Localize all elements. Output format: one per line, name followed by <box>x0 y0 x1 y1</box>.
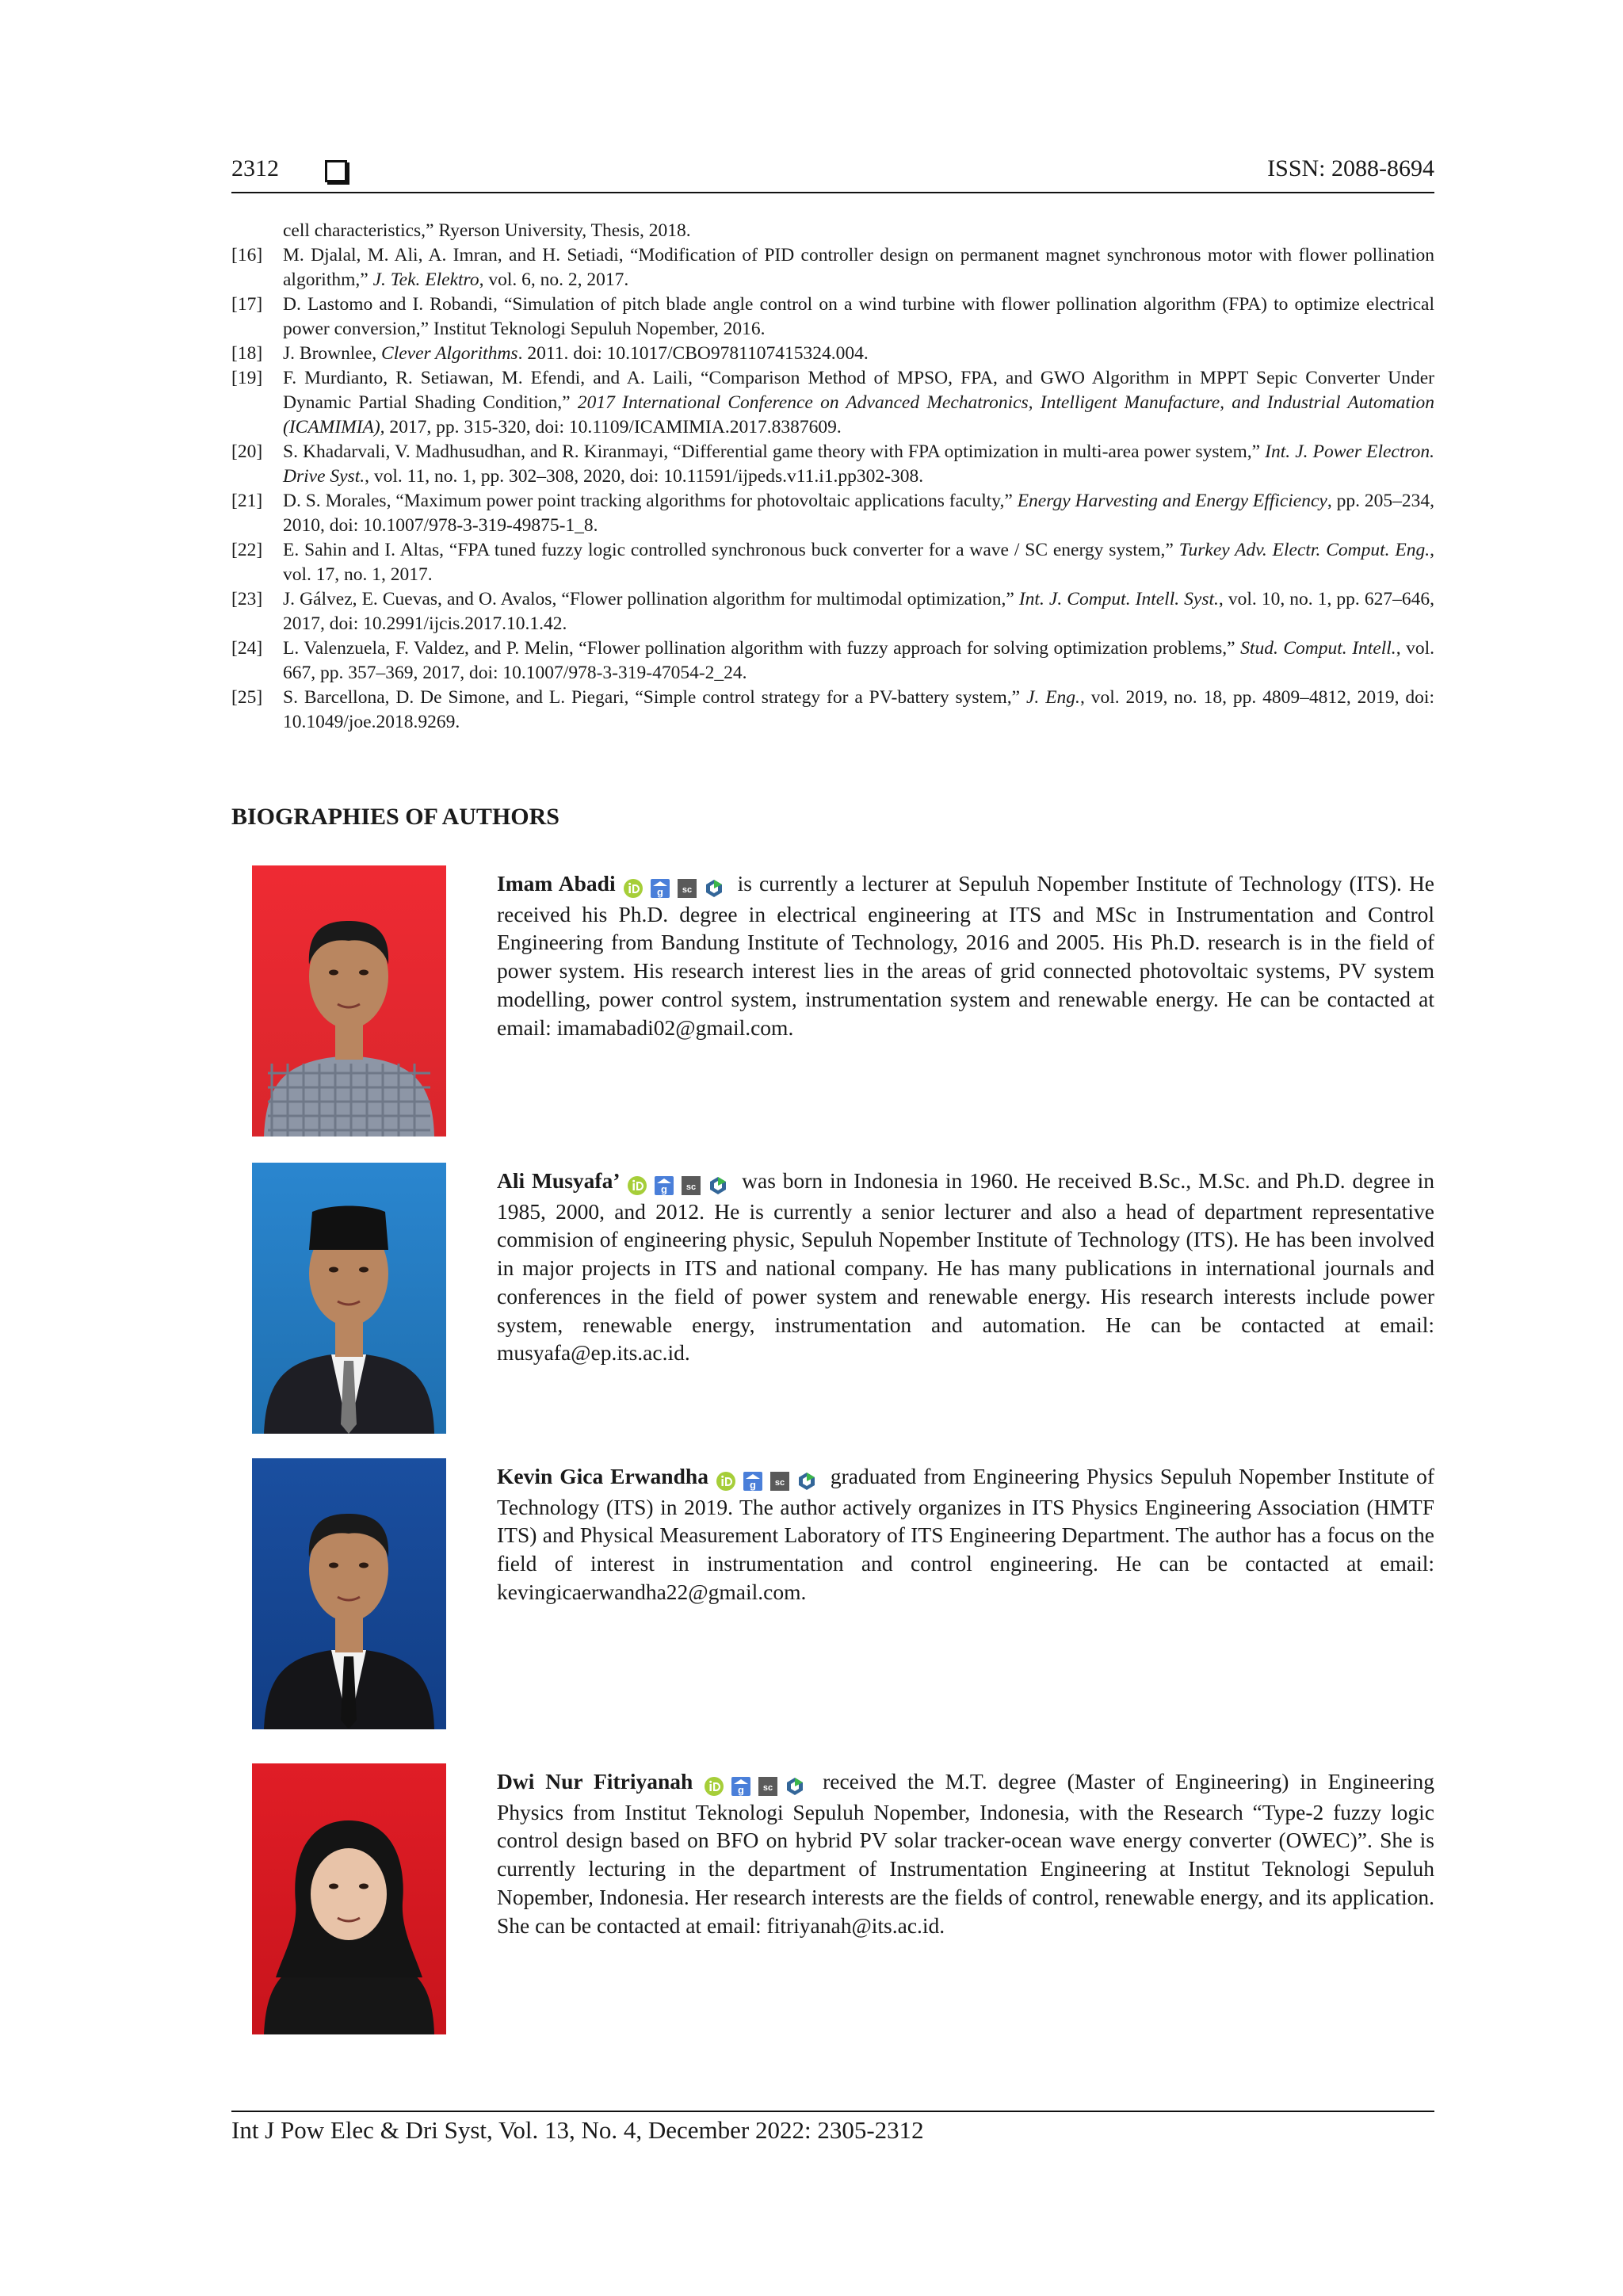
author-photo <box>252 865 446 1137</box>
reference-venue: 2017 International Conference on Advanced Mechatronics, Intelligent Manufacture, and Industrial Automation (ICAMIMIA), <box>283 392 1434 437</box>
google-scholar-icon[interactable] <box>743 1471 763 1492</box>
google-scholar-icon[interactable] <box>731 1776 751 1797</box>
reference-item <box>231 243 1434 292</box>
reference-text: , vol. 10, no. 1, pp. 627–646, 2017, doi: 10.2991/ijcis.2017.10.1.42. <box>283 589 1434 634</box>
svg-text:g: g <box>661 1182 668 1195</box>
reference-number: [25] <box>231 687 263 708</box>
author-photo <box>252 1163 446 1434</box>
reference-venue: Int. J. Comput. Intell. Syst. <box>1018 589 1219 609</box>
reference-item <box>231 219 1434 243</box>
reference-text: J. Gálvez, E. Cuevas, and O. Avalos, “Flower pollination algorithm for multimodal optimization,” <box>283 589 1019 609</box>
reference-text: , vol. 667, pp. 357–369, 2017, doi: 10.1007/978-3-319-47054-2_24. <box>283 638 1435 683</box>
google-scholar-icon[interactable] <box>650 878 670 899</box>
reference-number: [23] <box>231 589 263 609</box>
reference-venue: Clever Algorithms <box>381 343 518 364</box>
page-header <box>231 155 1434 193</box>
reference-venue: Int. J. Power Electron. Drive Syst. <box>283 441 1435 487</box>
svg-text:sc: sc <box>774 1477 785 1488</box>
reference-text: , vol. 17, no. 1, 2017. <box>283 540 1434 585</box>
reference-number: [21] <box>231 491 263 511</box>
reference-text: S. Barcellona, D. De Simone, and L. Piegari, “Simple control strategy for a PV-battery system,” <box>283 687 1026 708</box>
reference-text: 2017, pp. 315-320, doi: 10.1109/ICAMIMIA.2017.8387609. <box>384 417 842 437</box>
author-photo <box>252 1763 446 2034</box>
orcid-icon[interactable] <box>623 878 643 899</box>
author-photo <box>252 1458 446 1729</box>
reference-venue: Energy Harvesting and Energy Efficiency <box>1017 491 1327 511</box>
author-profile-icons <box>623 872 731 900</box>
reference-item <box>231 538 1434 587</box>
reference-number: [16] <box>231 245 263 266</box>
author-description: graduated from Engineering Physics Sepuluh Nopember Institute of Technology (ITS) in 2019. The author actively organizes in ITS Physics Engineering Association (HMTF ITS) and Physical Measurement Laboratory of ITS Engineering Department. The author has a focus on the field of interest in instrumentation and control engineering. He can be contacted at email: kevingicaerwandha22@gmail.com. <box>497 1464 1435 1604</box>
svg-text:sc: sc <box>682 884 692 895</box>
author-profile-icons <box>716 1465 823 1493</box>
reference-item <box>231 292 1434 342</box>
biographies-heading: BIOGRAPHIES OF AUTHORS <box>231 804 559 830</box>
svg-text:g: g <box>749 1478 756 1491</box>
page-number: 2312 <box>231 155 279 181</box>
reference-text: M. Djalal, M. Ali, A. Imran, and H. Setiadi, “Modification of PID controller design on permanent magnet synchronous motor with flower pollination algorithm,” <box>283 245 1434 290</box>
author-name: Imam Abadi <box>497 871 616 896</box>
author-bio-text <box>497 869 1434 1041</box>
page-footer: Int J Pow Elec & Dri Syst, Vol. 13, No. 4, December 2022: 2305-2312 <box>231 2116 924 2144</box>
author-description: was born in Indonesia in 1960. He received B.Sc., M.Sc. and Ph.D. degree in 1985, 2000, and 2012. He is currently a senior lecturer and also a head of department representative commision of engineering physic, Sepuluh Nopember Institute of Technology (ITS). He has been involved in major projects in ITS and national company. He has many publications in international journals and conferences in the field of power system and renewable energy. His research interests include power system, renewable energy, instrumentation and automation. He can be contacted at email: musyafa@ep.its.ac.id. <box>497 1168 1434 1366</box>
publons-icon[interactable] <box>796 1471 817 1492</box>
reference-text: J. Brownlee, <box>283 343 382 364</box>
header-rule <box>231 192 1434 193</box>
reference-text: , vol. 6, no. 2, 2017. <box>479 269 629 290</box>
publons-icon[interactable] <box>785 1776 805 1797</box>
orcid-icon[interactable] <box>704 1776 724 1797</box>
publons-icon[interactable] <box>704 878 724 899</box>
footer-rule <box>231 2111 1434 2112</box>
svg-text:sc: sc <box>686 1182 697 1192</box>
orcid-icon[interactable] <box>716 1471 736 1492</box>
references-list <box>231 219 1434 735</box>
reference-number: [19] <box>231 368 263 388</box>
author-bio-text <box>497 1167 1434 1367</box>
reference-venue: J. Eng. <box>1026 687 1080 708</box>
reference-text: E. Sahin and I. Altas, “FPA tuned fuzzy logic controlled synchronous buck converter for a wave / SC energy system,” <box>283 540 1179 560</box>
orcid-icon[interactable] <box>627 1175 647 1196</box>
reference-item <box>231 489 1434 538</box>
reference-text: D. S. Morales, “Maximum power point tracking algorithms for photovoltaic applications faculty,” <box>283 491 1018 511</box>
scopus-icon[interactable] <box>758 1776 778 1797</box>
scopus-icon[interactable] <box>769 1471 790 1492</box>
reference-venue: Turkey Adv. Electr. Comput. Eng. <box>1178 540 1430 560</box>
reference-number: [22] <box>231 540 263 560</box>
reference-text: D. Lastomo and I. Robandi, “Simulation of pitch blade angle control on a wind turbine with flower pollination algorithm (FPA) to optimize electrical power conversion,” Institut Teknologi Sepuluh Nopember, 2016. <box>283 294 1434 339</box>
author-profile-icons <box>704 1770 812 1798</box>
reference-text: L. Valenzuela, F. Valdez, and P. Melin, “Flower pollination algorithm with fuzzy approach for solving optimization problems,” <box>283 638 1241 659</box>
reference-number: [17] <box>231 294 263 315</box>
reference-text: F. Murdianto, R. Setiawan, M. Efendi, and A. Laili, “Comparison Method of MPSO, FPA, and GWO Algorithm in MPPT Sepic Converter Under Dynamic Partial Shading Condition,” <box>283 368 1434 413</box>
header-box-icon <box>325 160 347 182</box>
author-name: Kevin Gica Erwandha <box>497 1464 708 1488</box>
reference-item <box>231 366 1434 440</box>
reference-item <box>231 587 1434 636</box>
reference-text: , vol. 2019, no. 18, pp. 4809–4812, 2019, doi: 10.1049/joe.2018.9269. <box>283 687 1434 732</box>
reference-item <box>231 686 1434 735</box>
author-bio-text <box>497 1767 1434 1939</box>
reference-item <box>231 636 1434 686</box>
author-profile-icons <box>627 1169 735 1198</box>
reference-text: cell characteristics,” Ryerson University, Thesis, 2018. <box>283 220 691 241</box>
reference-venue: Stud. Comput. Intell. <box>1240 638 1396 659</box>
author-description: is currently a lecturer at Sepuluh Nopember Institute of Technology (ITS). He received his Ph.D. degree in electrical engineering at ITS and MSc in Instrumentation and Control Engineering from Bandung Institute of Technology, 2016 and 2005. His Ph.D. research is in the field of power system. His research interest lies in the areas of grid connected photovoltaic systems, PV system modelling, power control system, instrumentation system and renewable energy. He can be contacted at email: imamabadi02@gmail.com. <box>497 871 1435 1040</box>
reference-item <box>231 440 1434 489</box>
google-scholar-icon[interactable] <box>654 1175 674 1196</box>
reference-text: , vol. 11, no. 1, pp. 302–308, 2020, doi: 10.11591/ijpeds.v11.i1.pp302-308. <box>365 466 924 487</box>
svg-text:sc: sc <box>763 1782 773 1793</box>
reference-number: [24] <box>231 638 263 659</box>
reference-number: [18] <box>231 343 263 364</box>
reference-text: S. Khadarvali, V. Madhusudhan, and R. Kiranmayi, “Differential game theory with FPA optimization in multi-area power system,” <box>283 441 1266 462</box>
reference-text: . 2011. doi: 10.1017/CBO9781107415324.004. <box>517 343 869 364</box>
svg-text:g: g <box>656 885 663 898</box>
svg-text:g: g <box>738 1783 745 1796</box>
reference-text: , pp. 205–234, 2010, doi: 10.1007/978-3-319-49875-1_8. <box>283 491 1434 536</box>
scopus-icon[interactable] <box>681 1175 701 1196</box>
author-bio-text <box>497 1462 1434 1606</box>
author-name: Dwi Nur Fitriyanah <box>497 1769 693 1794</box>
reference-number: [20] <box>231 441 263 462</box>
publons-icon[interactable] <box>708 1175 728 1196</box>
scopus-icon[interactable] <box>677 878 697 899</box>
reference-item <box>231 342 1434 366</box>
author-name: Ali Musyafa’ <box>497 1168 621 1193</box>
author-description: received the M.T. degree (Master of Engineering) in Engineering Physics from Institut Teknologi Sepuluh Nopember, Indonesia, with the Research “Type-2 fuzzy logic control design based on BFO on hybrid PV solar tracker-ocean wave energy converter (OWEC)”. She is currently lecturing in the department of Instrumentation Engineering at Institut Teknologi Sepuluh Nopember, Indonesia. Her research interests are the fields of control, renewable energy, and its application. She can be contacted at email: fitriyanah@its.ac.id. <box>497 1769 1434 1938</box>
issn: ISSN: 2088-8694 <box>1267 155 1434 181</box>
reference-venue: J. Tek. Elektro <box>372 269 479 290</box>
